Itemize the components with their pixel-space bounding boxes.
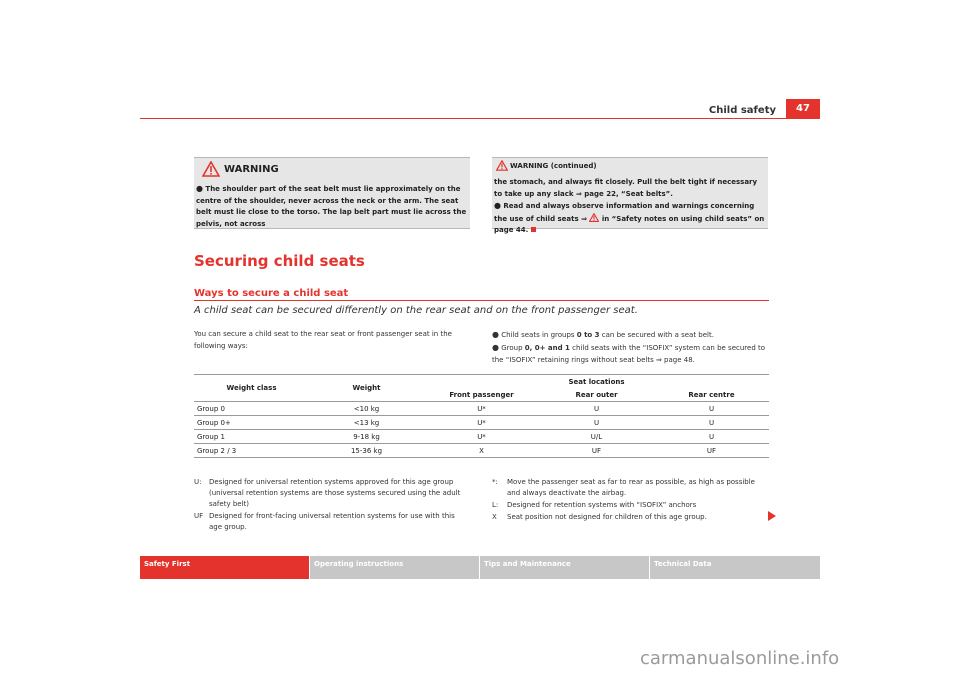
cell-rear-centre: UF <box>654 444 769 458</box>
next-page-arrow-icon[interactable] <box>768 511 776 521</box>
cell-rear-outer: U/L <box>539 430 654 444</box>
cell-weight-class: Group 1 <box>194 430 309 444</box>
col-header-seat-locations: Seat locations <box>424 375 769 389</box>
legend-note-star: *: Move the passenger seat as far to rear as possible, as high as possible and always deactivate the airbag. <box>492 478 755 497</box>
table-row <box>194 430 769 444</box>
cell-front-passenger: U* <box>424 416 539 430</box>
warning-triangle-icon <box>496 160 508 171</box>
warning-box <box>194 157 470 229</box>
warning-continued-title: WARNING (continued) <box>510 162 597 170</box>
header-rule <box>140 118 820 119</box>
col-header-rear-centre: Rear centre <box>688 390 735 399</box>
cell-front-passenger: X <box>424 444 539 458</box>
cell-rear-outer: U <box>539 416 654 430</box>
cell-rear-outer: U <box>539 402 654 416</box>
warning-title: WARNING <box>224 164 279 175</box>
legend-note-x: X Seat position not designed for children of this age group. <box>492 513 707 521</box>
body-paragraph: You can secure a child seat to the rear seat or front passenger seat in the following ways: <box>194 330 452 350</box>
cell-weight: 15-36 kg <box>309 444 424 458</box>
cell-weight-class: Group 0 <box>194 402 309 416</box>
cell-weight: <10 kg <box>309 402 424 416</box>
footer-tab-technical-data[interactable]: Technical Data <box>650 556 820 579</box>
subsection-heading: Ways to secure a child seat <box>194 288 349 299</box>
end-of-section-marker <box>531 227 536 232</box>
section-heading: Securing child seats <box>194 252 365 270</box>
intro-text: A child seat can be secured differently on the rear seat and on the front passenger seat. <box>194 305 638 316</box>
cell-weight-class: Group 0+ <box>194 416 309 430</box>
table-row <box>194 402 769 416</box>
cell-weight-class: Group 2 / 3 <box>194 444 309 458</box>
subheading-rule <box>194 300 769 301</box>
child-seat-table <box>194 374 769 458</box>
cell-rear-centre: U <box>654 430 769 444</box>
cell-weight: <13 kg <box>309 416 424 430</box>
cell-front-passenger: U* <box>424 402 539 416</box>
footer-tab-safety-first[interactable]: Safety First <box>140 556 309 579</box>
table-row <box>194 416 769 430</box>
col-header-front-passenger: Front passenger <box>449 390 514 399</box>
warning-text: ● The shoulder part of the seat belt must lie approximately on the centre of the shoulder, never across the neck or the arm. The seat belt must lie close to the torso. The lap belt part must lie across the pelvis, not across <box>196 184 467 228</box>
warning-continued-text: the stomach, and always fit closely. Pull the belt tight if necessary to take up any slack ⇒ page 22, “Seat belts”. ● Read and always observe information and warnings concerning the use of child seats ⇒ in “Safety notes on using child seats” on page 44. <box>494 178 765 234</box>
cell-front-passenger: U* <box>424 430 539 444</box>
footer-tab-operating-instructions[interactable]: Operating instructions <box>310 556 479 579</box>
page-header-title: Child safety <box>708 105 776 116</box>
cell-rear-centre: U <box>654 416 769 430</box>
warning-continued-box <box>492 157 768 234</box>
cell-rear-outer: UF <box>539 444 654 458</box>
page-number: 47 <box>786 99 820 118</box>
warning-triangle-icon <box>589 213 599 222</box>
col-header-weight: Weight <box>309 375 424 402</box>
watermark: carmanualsonline.info <box>640 648 840 669</box>
bullet-item: ● Child seats in groups 0 to 3 can be secured with a seat belt. <box>492 330 714 339</box>
table-row <box>194 444 769 458</box>
warning-triangle-icon <box>202 161 220 177</box>
legend-note-l: L: Designed for retention systems with “ISOFIX” anchors <box>492 501 697 509</box>
legend-note-uf: UF Designed for front-facing universal retention systems for use with this age group. <box>194 512 455 531</box>
footer-tab-tips-and-maintenance[interactable]: Tips and Maintenance <box>480 556 649 579</box>
cell-weight: 9-18 kg <box>309 430 424 444</box>
bullet-item: ● Group 0, 0+ and 1 child seats with the “ISOFIX” system can be secured to the “ISOFIX” retaining rings without seat belts ⇒ page 48. <box>492 343 766 364</box>
cell-rear-centre: U <box>654 402 769 416</box>
legend-note-u: U: Designed for universal retention systems approved for this age group (universal retention systems are those systems secured using the adult safety belt) <box>194 478 461 508</box>
col-header-weight-class: Weight class <box>194 375 309 402</box>
col-header-rear-outer: Rear outer <box>575 390 618 399</box>
